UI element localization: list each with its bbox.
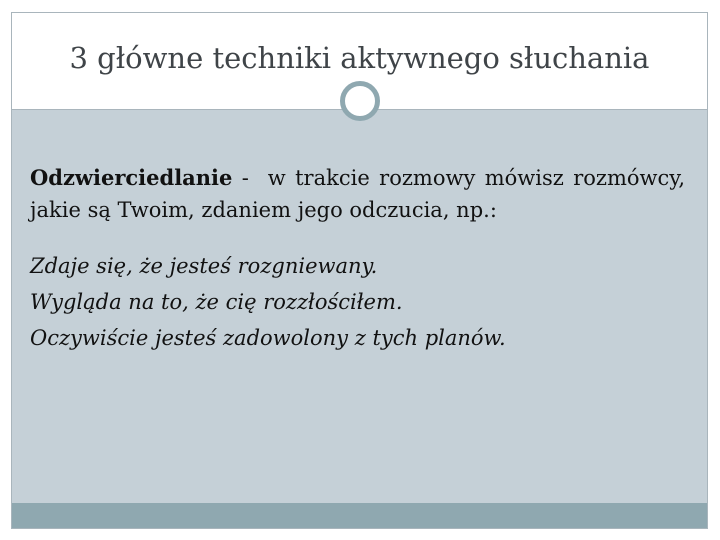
definition-separator: - xyxy=(232,166,268,190)
footer-bar xyxy=(12,503,707,528)
example-item: Oczywiście jesteś zadowolony z tych planów. xyxy=(30,326,506,350)
definition-text: w trakcie rozmowy mówisz rozmówcy, jakie są Twoim, zdaniem jego odczucia, np.: xyxy=(30,166,686,222)
slide-title: 3 główne techniki aktywnego słuchania xyxy=(69,41,650,75)
examples-list xyxy=(30,248,685,356)
slide-body xyxy=(30,162,685,356)
definition-term: Odzwierciedlanie xyxy=(30,165,233,190)
definition-paragraph xyxy=(30,162,685,226)
decorative-ring-icon xyxy=(340,81,380,121)
example-item: Zdaje się, że jesteś rozgniewany. xyxy=(30,254,378,278)
example-item: Wygląda na to, że cię rozzłościłem. xyxy=(30,290,403,314)
